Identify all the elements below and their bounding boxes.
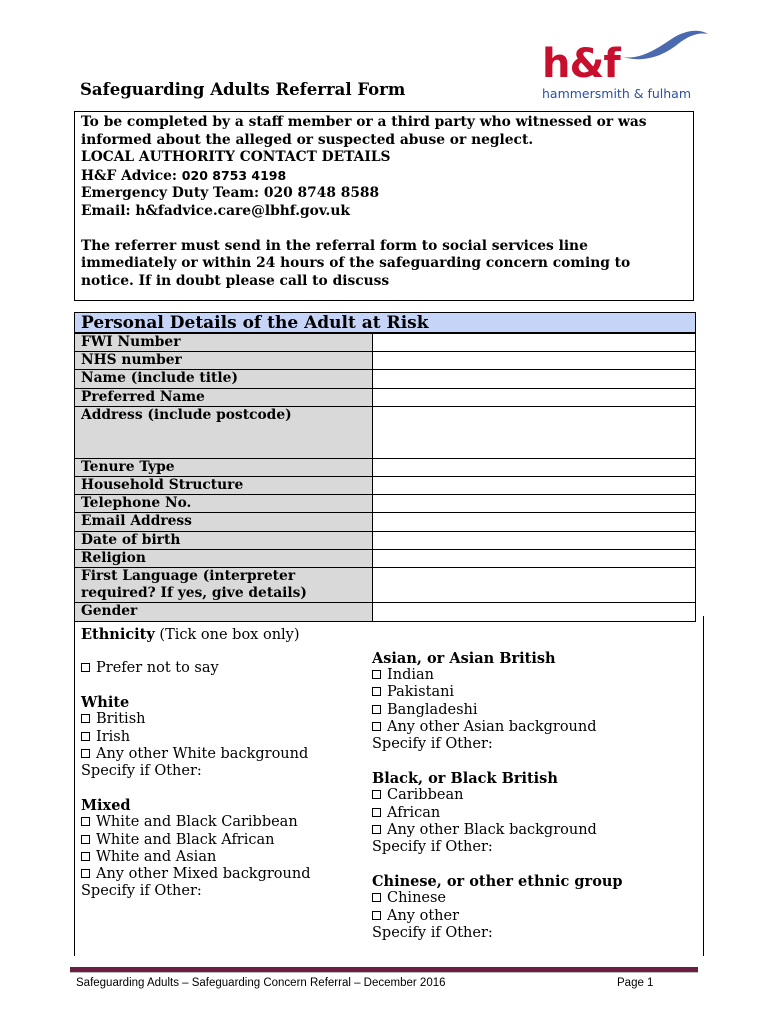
- logo-swoosh-icon: [618, 26, 710, 66]
- checkbox-option[interactable]: Any other Black background: [372, 822, 623, 839]
- religion-field[interactable]: [373, 549, 696, 567]
- checkbox-option[interactable]: Any other: [372, 908, 623, 925]
- date-of-birth-field[interactable]: [373, 531, 696, 549]
- table-row: [75, 568, 696, 603]
- emergency-line: Emergency Duty Team: 020 8748 8588: [81, 185, 380, 202]
- checkbox-option[interactable]: Any other Asian background: [372, 719, 623, 736]
- field-label: FWI Number: [75, 334, 373, 352]
- ethnicity-heading: Ethnicity: [81, 626, 155, 643]
- intro-box: [74, 111, 694, 301]
- table-row: [75, 549, 696, 567]
- checkbox-icon[interactable]: [81, 852, 90, 861]
- first-language-field[interactable]: [373, 568, 696, 603]
- logo-mark: h&f: [542, 41, 620, 87]
- field-label: Address (include postcode): [75, 406, 373, 458]
- checkbox-icon[interactable]: [81, 869, 90, 878]
- group-heading-white: White: [81, 694, 130, 712]
- checkbox-option[interactable]: Any other White background: [81, 746, 311, 763]
- checkbox-icon[interactable]: [81, 663, 90, 672]
- specify-other-label: Specify if Other:: [81, 883, 202, 900]
- field-label: Preferred Name: [75, 388, 373, 406]
- checkbox-icon[interactable]: [81, 835, 90, 844]
- specify-other-label: Specify if Other:: [372, 736, 493, 753]
- checkbox-option[interactable]: Chinese: [372, 890, 623, 907]
- checkbox-option[interactable]: Indian: [372, 667, 623, 684]
- table-row: [75, 388, 696, 406]
- specify-other-label: Specify if Other:: [81, 763, 202, 780]
- group-heading-asian: Asian, or Asian British: [372, 650, 556, 667]
- checkbox-icon[interactable]: [372, 687, 381, 696]
- checkbox-icon[interactable]: [372, 670, 381, 679]
- contacts-heading: LOCAL AUTHORITY CONTACT DETAILS: [81, 149, 391, 166]
- checkbox-option[interactable]: Pakistani: [372, 684, 623, 701]
- field-label: Email Address: [75, 513, 373, 531]
- checkbox-icon[interactable]: [372, 722, 381, 731]
- field-label: NHS number: [75, 352, 373, 370]
- right-column: [372, 650, 623, 942]
- checkbox-option[interactable]: White and Black African: [81, 832, 311, 849]
- checkbox-option[interactable]: British: [81, 711, 311, 728]
- checkbox-option[interactable]: Bangladeshi: [372, 702, 623, 719]
- field-label: Gender: [75, 603, 373, 621]
- table-row: [75, 477, 696, 495]
- checkbox-option[interactable]: White and Black Caribbean: [81, 814, 311, 831]
- checkbox-option[interactable]: Prefer not to say: [81, 660, 311, 677]
- table-row: [75, 513, 696, 531]
- specify-other-label: Specify if Other:: [372, 839, 493, 856]
- checkbox-icon[interactable]: [372, 825, 381, 834]
- logo-subtitle: hammersmith & fulham: [542, 86, 691, 101]
- field-label: Telephone No.: [75, 495, 373, 513]
- checkbox-icon[interactable]: [81, 749, 90, 758]
- checkbox-icon[interactable]: [81, 817, 90, 826]
- footer-rule: [70, 967, 698, 973]
- advice-number: 020 8753 4198: [181, 167, 287, 183]
- checkbox-option[interactable]: Irish: [81, 729, 311, 746]
- checkbox-icon[interactable]: [81, 732, 90, 741]
- email-address-field[interactable]: [373, 513, 696, 531]
- form-title: Safeguarding Adults Referral Form: [80, 80, 406, 99]
- checkbox-option[interactable]: African: [372, 805, 623, 822]
- checkbox-icon[interactable]: [372, 893, 381, 902]
- advice-line: [81, 167, 687, 186]
- checkbox-option[interactable]: White and Asian: [81, 849, 311, 866]
- group-heading-mixed: Mixed: [81, 797, 131, 815]
- checkbox-icon[interactable]: [372, 790, 381, 799]
- telephone-field[interactable]: [373, 495, 696, 513]
- left-column: [81, 660, 311, 900]
- ethnicity-section: [74, 616, 704, 956]
- checkbox-option[interactable]: Any other Mixed background: [81, 866, 311, 883]
- email-line: Email: h&fadvice.care@lbhf.gov.uk: [81, 202, 350, 219]
- table-row: [75, 458, 696, 476]
- personal-details-header: Personal Details of the Adult at Risk: [74, 312, 696, 333]
- field-label: Date of birth: [75, 531, 373, 549]
- table-row: [75, 495, 696, 513]
- name-field[interactable]: [373, 370, 696, 388]
- nhs-number-field[interactable]: [373, 352, 696, 370]
- table-row: [75, 531, 696, 549]
- referral-notice: The referrer must send in the referral form to social services line immediately or within 24 hours of the safeguarding concern coming to notice. If in doubt please call to discuss: [81, 237, 631, 289]
- tenure-type-field[interactable]: [373, 458, 696, 476]
- ethnicity-instruction: (Tick one box only): [159, 627, 300, 643]
- table-row: [75, 406, 696, 458]
- advice-label: H&F Advice:: [81, 167, 177, 184]
- table-row: [75, 334, 696, 352]
- address-field[interactable]: [373, 406, 696, 458]
- table-row: [75, 370, 696, 388]
- checkbox-icon[interactable]: [372, 808, 381, 817]
- household-structure-field[interactable]: [373, 477, 696, 495]
- group-heading-chinese: Chinese, or other ethnic group: [372, 873, 623, 891]
- field-label: First Language (interpreter required? If yes, give details): [75, 568, 373, 603]
- group-heading-black: Black, or Black British: [372, 770, 558, 788]
- checkbox-icon[interactable]: [372, 705, 381, 714]
- checkbox-option[interactable]: Caribbean: [372, 787, 623, 804]
- checkbox-icon[interactable]: [81, 714, 90, 723]
- specify-other-label: Specify if Other:: [372, 924, 493, 941]
- hf-logo: [538, 26, 708, 106]
- field-label: Household Structure: [75, 477, 373, 495]
- preferred-name-field[interactable]: [373, 388, 696, 406]
- ethnicity-heading-line: [81, 626, 300, 644]
- field-label: Religion: [75, 549, 373, 567]
- fwi-number-field[interactable]: [373, 334, 696, 352]
- intro-purpose: To be completed by a staff member or a third party who witnessed or was informed about the alleged or suspected abuse or neglect.: [81, 114, 647, 148]
- field-label: Tenure Type: [75, 458, 373, 476]
- footer-page-number: Page 1: [617, 977, 654, 989]
- table-row: [75, 352, 696, 370]
- field-label: Name (include title): [75, 370, 373, 388]
- footer-document-name: Safeguarding Adults – Safeguarding Concern Referral – December 2016: [76, 977, 446, 989]
- personal-details-table: [74, 333, 696, 622]
- checkbox-icon[interactable]: [372, 911, 381, 920]
